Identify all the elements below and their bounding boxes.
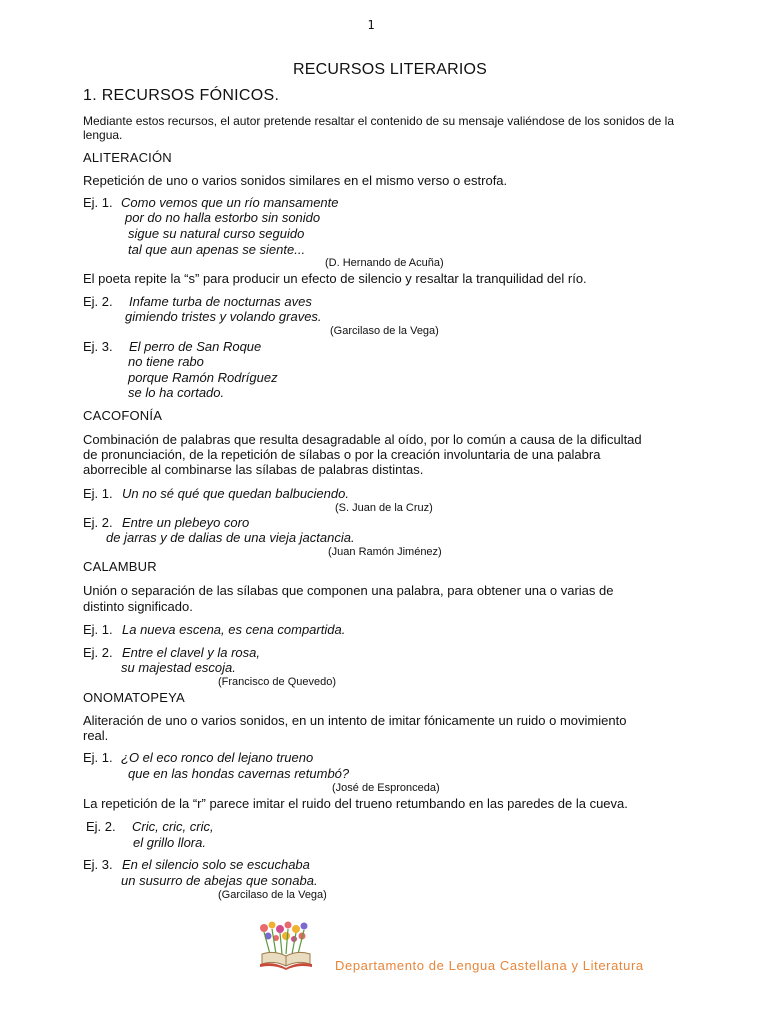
verse-line: gimiendo tristes y volando graves.: [125, 309, 322, 324]
comment-aliteracion: El poeta repite la “s” para producir un efecto de silencio y resaltar la tranquilidad del río.: [83, 271, 587, 286]
verse-line: por do no halla estorbo sin sonido: [125, 210, 321, 225]
example-label: Ej. 3.: [83, 857, 113, 872]
heading-calambur: CALAMBUR: [83, 559, 157, 574]
page-number: 1: [367, 18, 375, 32]
verse-line: se lo ha cortado.: [128, 385, 225, 400]
document-title: RECURSOS LITERARIOS: [292, 61, 488, 78]
verse-line: no tiene rabo: [128, 354, 204, 369]
definition-line: distinto significado.: [83, 599, 193, 614]
heading-onomatopeya: ONOMATOPEYA: [83, 690, 185, 705]
verse-line: el grillo llora.: [133, 835, 206, 850]
verse-line: La nueva escena, es cena compartida.: [122, 622, 346, 637]
example-label: Ej. 2.: [83, 515, 113, 530]
footer-department: Departamento de Lengua Castellana y Literatura: [335, 958, 644, 973]
verse-line: sigue su natural curso seguido: [128, 226, 305, 241]
verse-line: tal que aun apenas se siente...: [128, 242, 306, 257]
book-flowers-logo: [256, 920, 316, 970]
intro-paragraph: Mediante estos recursos, el autor pretende resaltar el contenido de su mensaje valiéndose de los sonidos de la lengua.: [83, 114, 675, 142]
verse-line: Un no sé qué que quedan balbuciendo.: [122, 486, 349, 501]
verse-line: de jarras y de dalias de una vieja jactancia.: [106, 530, 355, 545]
definition-line: Aliteración de uno o varios sonidos, en un intento de imitar fónicamente un ruido o movimiento: [83, 713, 627, 728]
source-attribution: (Garcilaso de la Vega): [330, 325, 439, 337]
verse-line: su majestad escoja.: [121, 660, 236, 675]
example-label: Ej. 1.: [83, 195, 113, 210]
definition-line: Combinación de palabras que resulta desagradable al oído, por lo común a causa de la dificultad: [83, 432, 642, 447]
source-attribution: (Garcilaso de la Vega): [218, 889, 327, 901]
example-label: Ej. 2.: [83, 294, 113, 309]
definition-line: aborrecible al combinarse las sílabas de palabras distintas.: [83, 462, 424, 477]
example-label: Ej. 1.: [83, 622, 113, 637]
heading-aliteracion: ALITERACIÓN: [83, 150, 172, 165]
verse-line: Entre un plebeyo coro: [122, 515, 250, 530]
example-label: Ej. 2.: [86, 819, 116, 834]
verse-line: ¿O el eco ronco del lejano trueno: [121, 750, 314, 765]
heading-cacofonia: CACOFONÍA: [83, 408, 163, 423]
verse-line: Cric, cric, cric,: [132, 819, 214, 834]
verse-line: Como vemos que un río mansamente: [121, 195, 339, 210]
example-label: Ej. 3.: [83, 339, 113, 354]
source-attribution: (Juan Ramón Jiménez): [328, 546, 442, 558]
verse-line: un susurro de abejas que sonaba.: [121, 873, 318, 888]
definition-line: real.: [83, 728, 109, 743]
verse-line: Infame turba de nocturnas aves: [129, 294, 312, 309]
definition-line: de pronunciación, de la repetición de sílabas o por la creación involuntaria de una palabra: [83, 447, 601, 462]
source-attribution: (Francisco de Quevedo): [218, 676, 336, 688]
source-attribution: (S. Juan de la Cruz): [335, 502, 433, 514]
comment-onomatopeya: La repetición de la “r” parece imitar el ruido del trueno retumbando en las paredes de la cueva.: [83, 796, 628, 811]
verse-line: El perro de San Roque: [129, 339, 262, 354]
definition-aliteracion: Repetición de uno o varios sonidos similares en el mismo verso o estrofa.: [83, 173, 508, 188]
verse-line: En el silencio solo se escuchaba: [122, 857, 310, 872]
definition-line: Unión o separación de las sílabas que componen una palabra, para obtener una o varias de: [83, 583, 614, 598]
example-label: Ej. 1.: [83, 750, 113, 765]
verse-line: porque Ramón Rodríguez: [128, 370, 278, 385]
example-label: Ej. 2.: [83, 645, 113, 660]
verse-line: que en las hondas cavernas retumbó?: [128, 766, 350, 781]
section-title: 1. RECURSOS FÓNICOS.: [83, 87, 280, 104]
example-label: Ej. 1.: [83, 486, 113, 501]
source-attribution: (D. Hernando de Acuña): [325, 257, 444, 269]
verse-line: Entre el clavel y la rosa,: [122, 645, 261, 660]
source-attribution: (José de Espronceda): [332, 782, 440, 794]
